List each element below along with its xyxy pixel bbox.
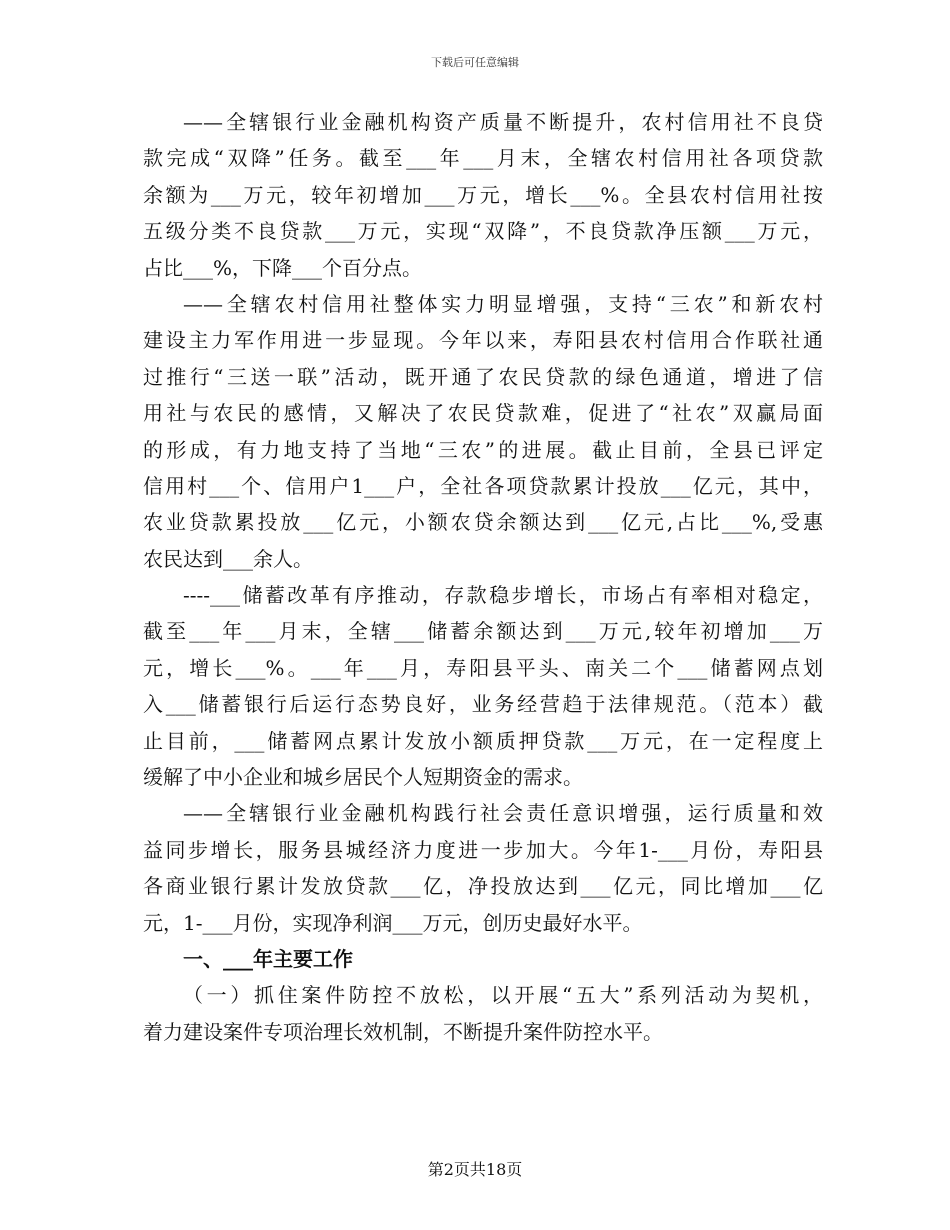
- text-line: 建设主力军作用进一步显现。今年以来，寿阳县农村信用合作联社通: [143, 328, 823, 353]
- text-line: 农民达到___余人。: [143, 546, 313, 571]
- text-line: 各商业银行累计发放贷款___亿，净投放达到___亿元，同比增加___亿: [143, 874, 823, 899]
- text-line: 信用村___个、信用户1___户，全社各项贷款累计投放___亿元，其中，: [143, 473, 823, 498]
- text-line: 着力建设案件专项治理长效机制，不断提升案件防控水平。: [143, 1019, 663, 1044]
- text-line: 过推行“三送一联”活动，既开通了农民贷款的绿色通道，增进了信: [143, 364, 823, 389]
- text-line: ——全辖银行业金融机构践行社会责任意识增强，运行质量和效: [183, 801, 823, 826]
- text-line: （一）抓住案件防控不放松，以开展“五大”系列活动为契机，: [183, 983, 823, 1008]
- text-line: 止目前，___储蓄网点累计发放小额质押贷款___万元，在一定程度上: [143, 728, 823, 753]
- document-body: [143, 104, 823, 1050]
- text-line: 元，1-___月份，实现净利润___万元，创历史最好水平。: [143, 910, 643, 935]
- text-line: ——全辖银行业金融机构资产质量不断提升，农村信用社不良贷: [183, 110, 823, 134]
- text-line: 截至___年___月末，全辖___储蓄余额达到___万元,较年初增加___万: [143, 619, 823, 644]
- section-heading: 一、___年主要工作: [183, 946, 353, 971]
- text-line: 农业贷款累投放___亿元，小额农贷余额达到___亿元,占比___%,受惠: [143, 510, 823, 535]
- text-line: 入___储蓄银行后运行态势良好，业务经营趋于法律规范。（范本）截: [143, 692, 823, 717]
- text-line: 五级分类不良贷款___万元，实现“双降”，不良贷款净压额___万元，: [143, 219, 823, 244]
- page-footer: 第2页共18页: [427, 1160, 523, 1179]
- text-line: ----___储蓄改革有序推动，存款稳步增长，市场占有率相对稳定，: [183, 583, 823, 608]
- text-line: 余额为___万元，较年初增加___万元，增长___%。全县农村信用社按: [143, 182, 823, 207]
- text-line: 用社与农民的感情，又解决了农民贷款难，促进了“社农”双赢局面: [143, 401, 823, 426]
- text-line: 款完成“双降”任务。截至___年___月末，全辖农村信用社各项贷款: [143, 146, 823, 171]
- text-line: ——全辖农村信用社整体实力明显增强，支持“三农”和新农村: [183, 291, 823, 316]
- text-line: 占比___%，下降___个百分点。: [143, 255, 423, 280]
- text-line: 的形成，有力地支持了当地“三农”的进展。截止目前，全县已评定: [143, 437, 823, 462]
- text-line: 益同步增长，服务县城经济力度进一步加大。今年1-___月份，寿阳县: [143, 837, 823, 862]
- text-line: 元，增长___%。___年___月，寿阳县平头、南关二个___储蓄网点划: [143, 655, 823, 680]
- text-line: 缓解了中小企业和城乡居民个人短期资金的需求。: [143, 765, 583, 790]
- page-header: 下载后可任意编辑: [431, 56, 519, 69]
